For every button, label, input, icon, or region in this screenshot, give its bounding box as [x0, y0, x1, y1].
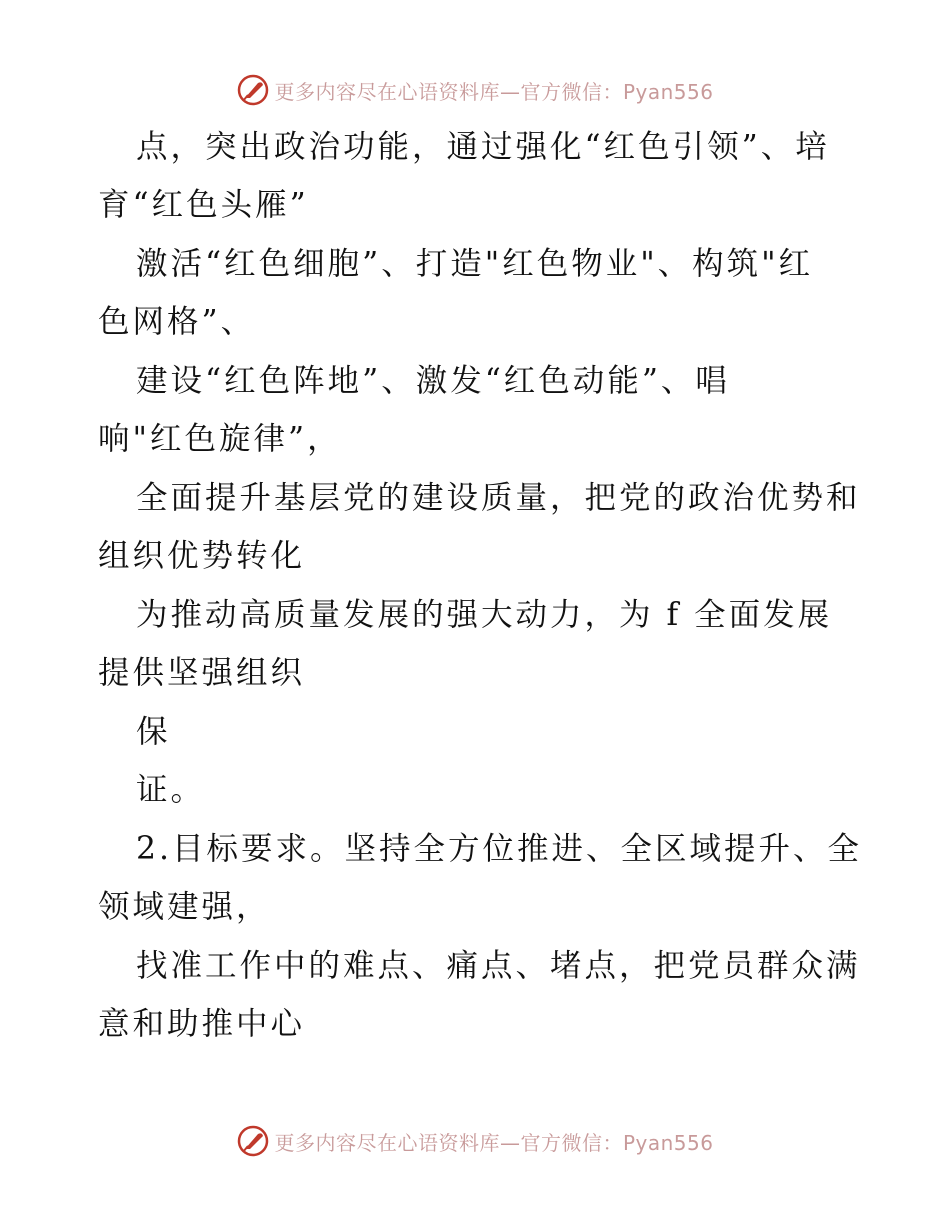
- body-line: 找准工作中的难点、痛点、堵点，把党员群众满: [136, 948, 861, 984]
- body-line: 色网格”、: [98, 304, 256, 340]
- body-line: 育“红色头雁”: [98, 187, 309, 223]
- body-line: 建设“红色阵地”、激发“红色动能”、唱: [136, 363, 730, 399]
- body-line: 提供坚强组织: [98, 655, 306, 691]
- body-line: 激活“红色细胞”、打造"红色物业"、构筑"红: [136, 246, 814, 282]
- body-line: 意和助推中心: [98, 1006, 306, 1042]
- body-line: 点，突出政治功能，通过强化“红色引领”、培: [136, 129, 830, 165]
- body-line: 组织优势转化: [98, 538, 306, 574]
- body-line: 2.目标要求。坚持全方位推进、全区域提升、全: [136, 831, 863, 867]
- quill-logo-icon: [236, 1124, 270, 1158]
- watermark-text: 更多内容尽在心语资料库—官方微信：Pyan556: [274, 1130, 714, 1155]
- body-line: 响"红色旋律”，: [98, 421, 342, 457]
- body-line: 领域建强，: [98, 889, 271, 925]
- body-line: 全面提升基层党的建设质量，把党的政治优势和: [136, 480, 861, 516]
- header-watermark: [0, 70, 950, 110]
- body-line: 为推动高质量发展的强大动力，为 f 全面发展: [136, 597, 833, 633]
- watermark-text: 更多内容尽在心语资料库—官方微信：Pyan556: [274, 79, 714, 104]
- quill-logo-icon: [236, 73, 270, 107]
- body-line: 证。: [136, 772, 206, 808]
- footer-watermark: [0, 1121, 950, 1161]
- body-line: 保: [136, 714, 171, 750]
